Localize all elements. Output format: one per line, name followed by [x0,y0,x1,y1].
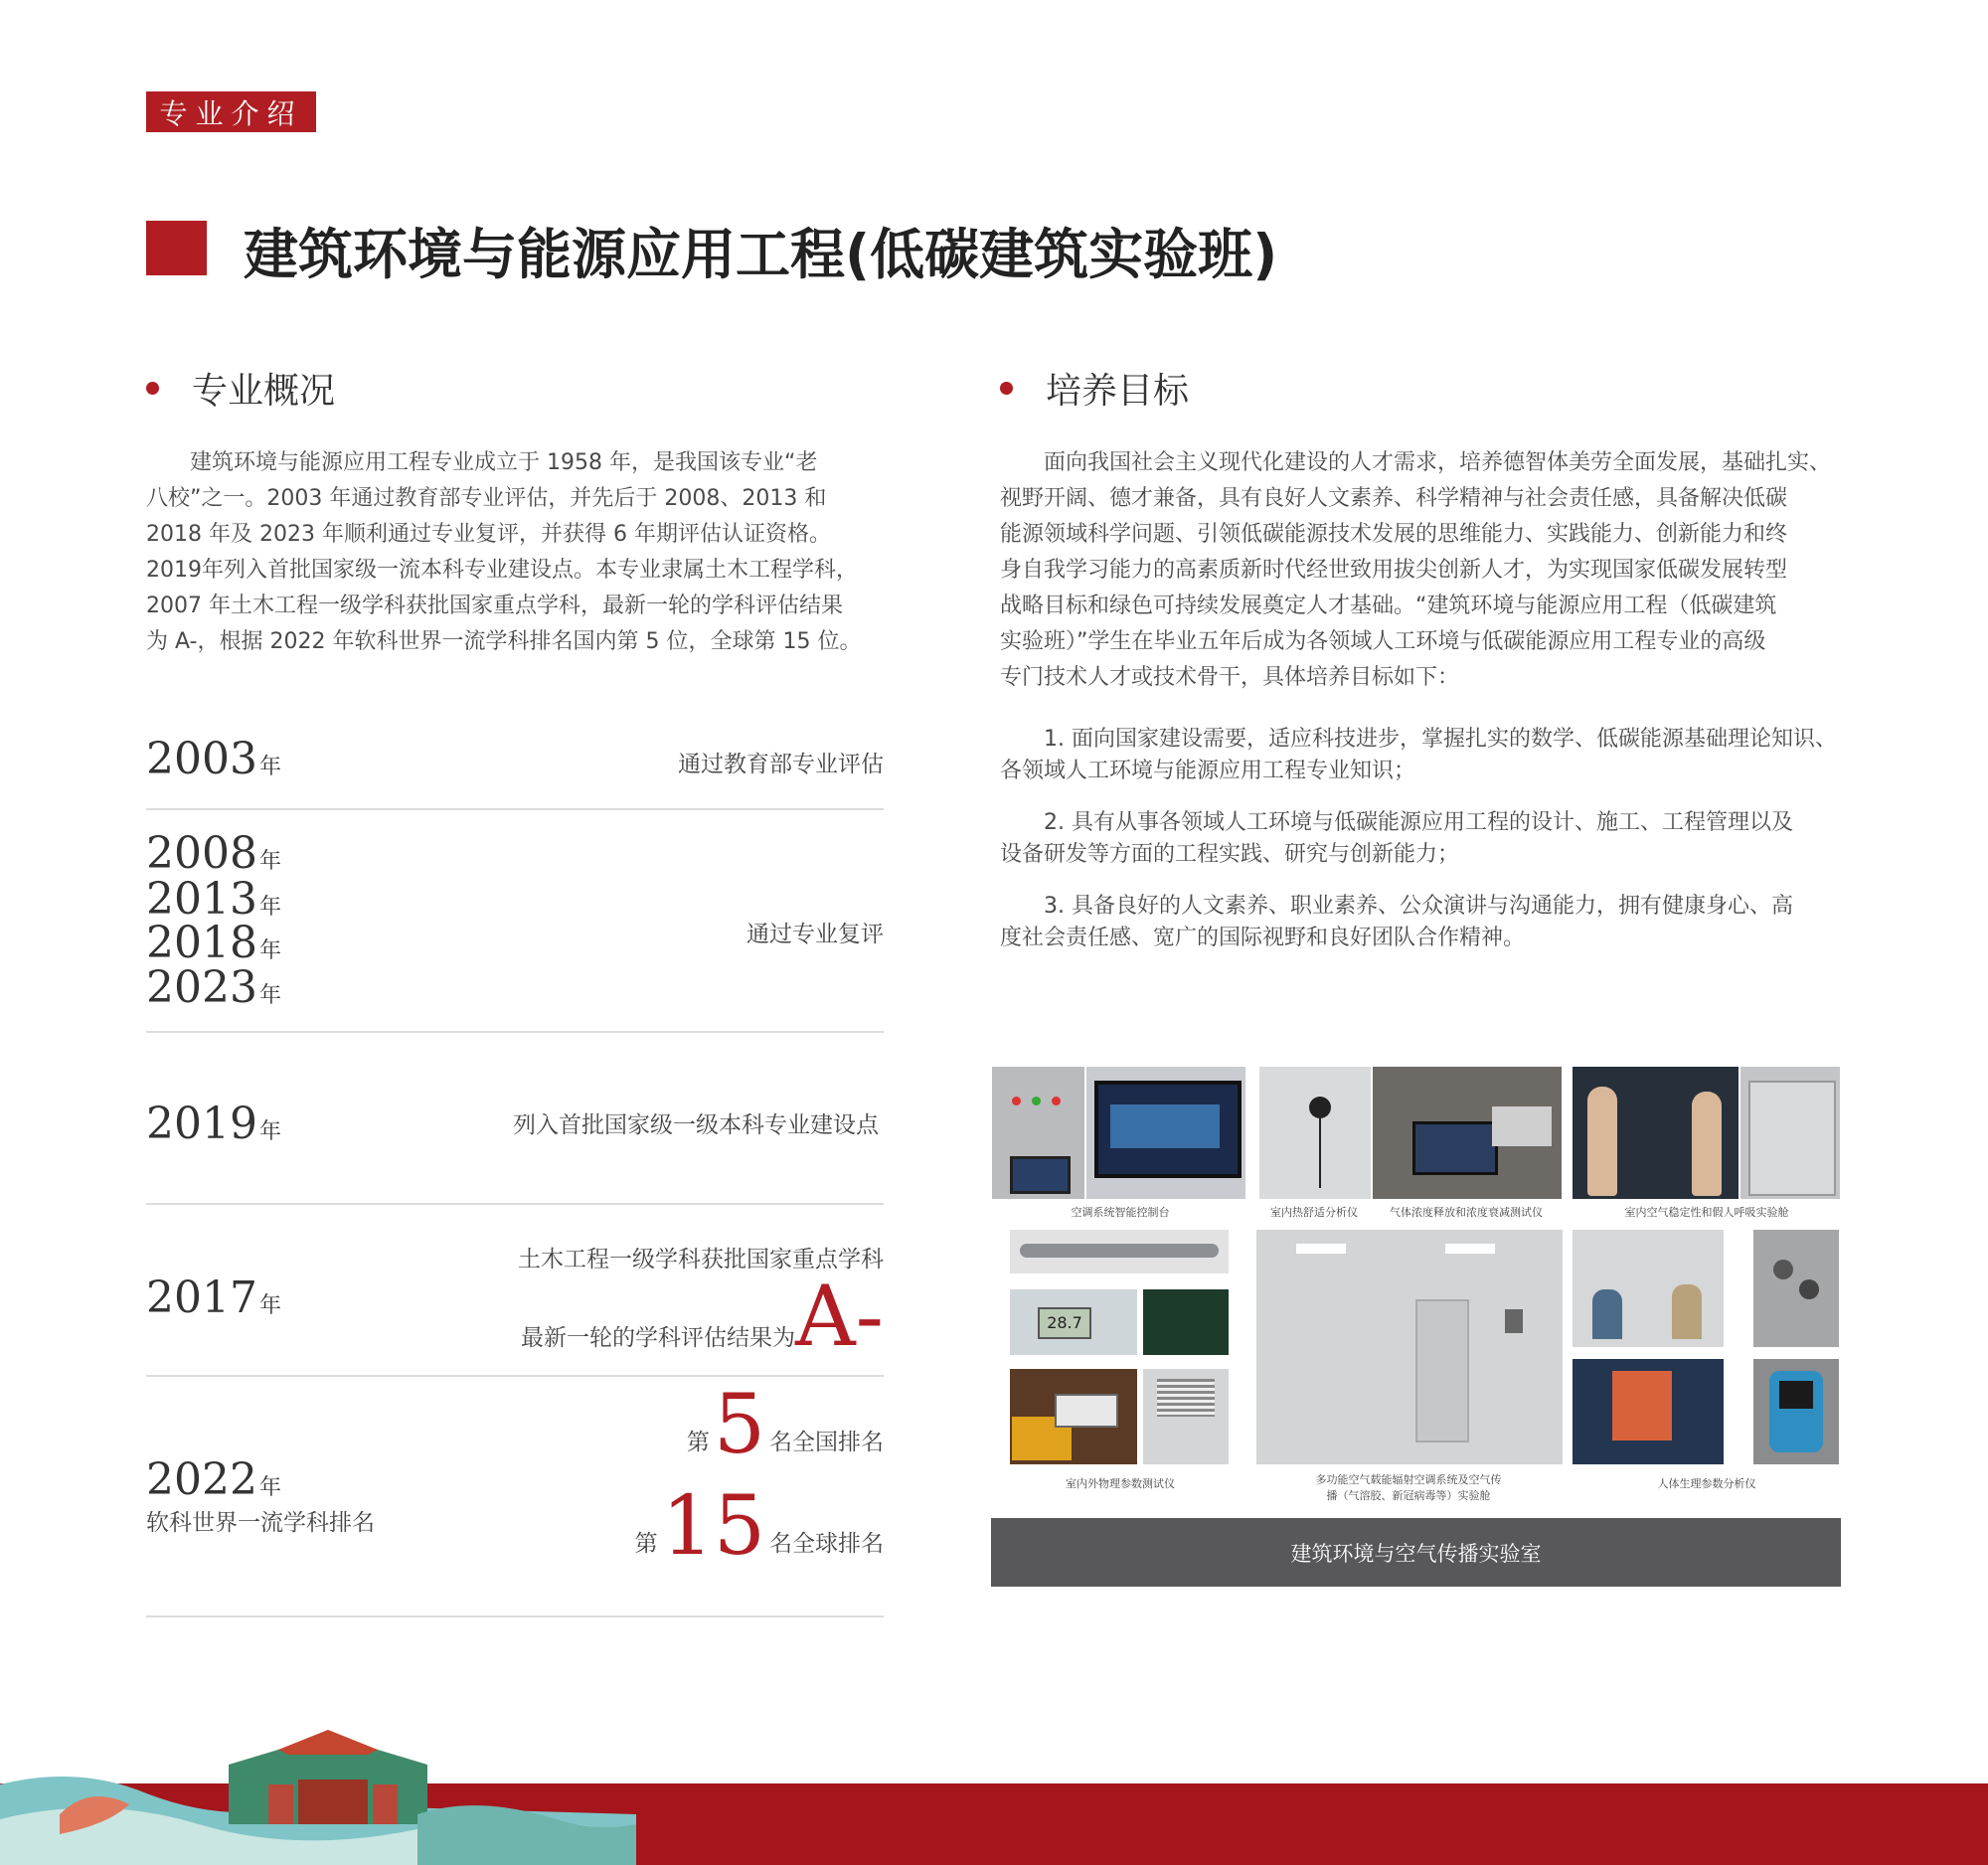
caption: 室内空气稳定性和假人呼吸实验舱 [1624,1206,1789,1219]
timeline-year: 2022年 [146,1454,281,1505]
timeline-year: 2017年 [146,1272,281,1323]
timeline-desc: 通过专业复评 [746,922,884,947]
timeline-desc: 土木工程一级学科获批国家重点学科 [518,1247,884,1272]
national-rank: 第 5 名全国排名 [686,1378,884,1472]
timeline-desc: 列入首批国家级一级本科专业建设点 [513,1112,879,1138]
subject-room-photo [1572,1229,1725,1348]
vent-photo [1142,1368,1230,1465]
timeline-desc: 最新一轮的学科评估结果为 A- [520,1268,884,1365]
goal-item: 2. 具有从事各领域人工环境与低碳能源应用工程的设计、施工、工程管理以及 设备研发等方面的工程实践、研究与创新能力； [1000,810,1793,867]
timeline-year: 2019年 [146,1099,281,1149]
overview-paragraph [146,445,884,660]
caption: 播（气溶胶、新冠病毒等）实验舱 [1326,1489,1491,1502]
manikin-photo [1572,1066,1740,1200]
timeline-row-2019 [146,1033,884,1205]
duct-photo [1009,1229,1230,1274]
goals-line: 视野开阔、德才兼备，具有良好人文素养、科学精神与社会责任感，具备解决低碳 [1000,486,1788,511]
goals-line: 面向我国社会主义现代化建设的人才需求，培养德智体美劳全面发展，基础扎实、 [1044,450,1832,475]
title-marker [146,221,207,275]
test-room-photo [1255,1229,1564,1465]
overview-line: 2007 年土木工程一级学科获批国家重点学科，最新一轮的学科评估结果 [146,593,843,618]
overview-heading-text: 专业概况 [192,371,336,412]
caption: 多功能空气载能辐射空调系统及空气传 [1315,1473,1502,1486]
chamber-photo [1740,1066,1841,1200]
timeline-row-reviews [146,810,884,1033]
goals-heading [1000,363,1189,414]
caption: 人体生理参数分析仪 [1657,1477,1756,1490]
control-panel-photo [991,1066,1085,1200]
timeline-desc: 通过教育部专业评估 [678,752,884,777]
bullet-dot-icon [1000,382,1013,395]
bullet-dot-icon [146,382,159,395]
caption: 室内外物理参数测试仪 [1066,1477,1175,1490]
timeline-year: 2018年 [146,918,281,968]
goals-list [1000,724,1841,954]
sensor-photo [1009,1368,1138,1465]
overview-line: 为 A-，根据 2022 年软科世界一流学科排名国内第 5 位，全球第 15 位。 [146,629,862,654]
goals-paragraph [1000,445,1841,696]
meter-photo: 28.7 [1009,1288,1138,1356]
gas-test-photo [1372,1066,1563,1200]
overview-line: 建筑环境与能源应用工程专业成立于 1958 年，是我国该专业“老 [190,450,818,475]
thermal-camera-photo [1572,1358,1725,1465]
lab-name-bar: 建筑环境与空气传播实验室 [991,1518,1841,1587]
goals-line: 专门技术人才或技术骨干，具体培养目标如下： [1000,665,1460,690]
overview-line: 2019年列入首批国家级一流本科专业建设点。本专业隶属土木工程学科， [146,558,858,583]
caption: 空调系统智能控制台 [1071,1206,1170,1219]
timeline-year: 2013年 [146,874,281,925]
touch-screen-photo [1085,1066,1246,1200]
physiology-device-photo [1752,1358,1840,1465]
goal-item: 1. 面向国家建设需要，适应科技进步，掌握扎实的数学、低碳能源基础理论知识、 各领域人工环境与能源应用工程专业知识； [1000,727,1837,783]
landscape-illustration-icon [0,1725,636,1865]
global-rank: 第 15 名全球排名 [634,1479,884,1574]
caption: 气体浓度释放和浓度衰减测试仪 [1390,1206,1543,1219]
goals-line: 实验班）”学生在毕业五年后成为各领域人工环境与低碳能源应用工程专业的高级 [1000,629,1766,654]
timeline-year: 2003年 [146,734,281,784]
timeline-row-2022 [146,1377,884,1617]
overview-heading [146,363,335,414]
timeline-year: 2023年 [146,962,281,1013]
goals-line: 身自我学习能力的高素质新时代经世致用拔尖创新人才，为实现国家低碳发展转型 [1000,558,1788,583]
goal-item: 3. 具备良好的人文素养、职业素养、公众演讲与沟通能力，拥有健康身心、高 度社会责任感、宽广的国际视野和良好团队合作精神。 [1000,894,1793,950]
page-title: 建筑环境与能源应用工程(低碳建筑实验班) [244,223,1278,286]
thermal-comfort-photo [1258,1066,1372,1200]
section-tag: 专业介绍 [146,91,316,132]
display-photo [1142,1288,1230,1356]
overview-line: 2018 年及 2023 年顺利通过专业复评，并获得 6 年期评估认证资格。 [146,522,831,547]
lab-photo-collage [991,1066,1841,1503]
caption: 室内热舒适分析仪 [1270,1206,1358,1219]
timeline-row-2017 [146,1205,884,1377]
overview-line: 八校”之一。2003 年通过教育部专业评估，并先后于 2008、2013 和 [146,486,827,511]
ranking-source: 软科世界一流学科排名 [146,1510,375,1536]
goals-line: 能源领域科学问题、引领低碳能源技术发展的思维能力、实践能力、创新能力和终 [1000,522,1788,547]
goals-line: 战略目标和绿色可持续发展奠定人才基础。“建筑环境与能源应用工程（低碳建筑 [1000,593,1777,618]
goals-heading-text: 培养目标 [1046,371,1190,412]
samples-photo [1752,1229,1840,1348]
grade-value: A- [794,1268,884,1365]
timeline-year: 2008年 [146,828,281,879]
timeline-row-2003 [146,716,884,810]
